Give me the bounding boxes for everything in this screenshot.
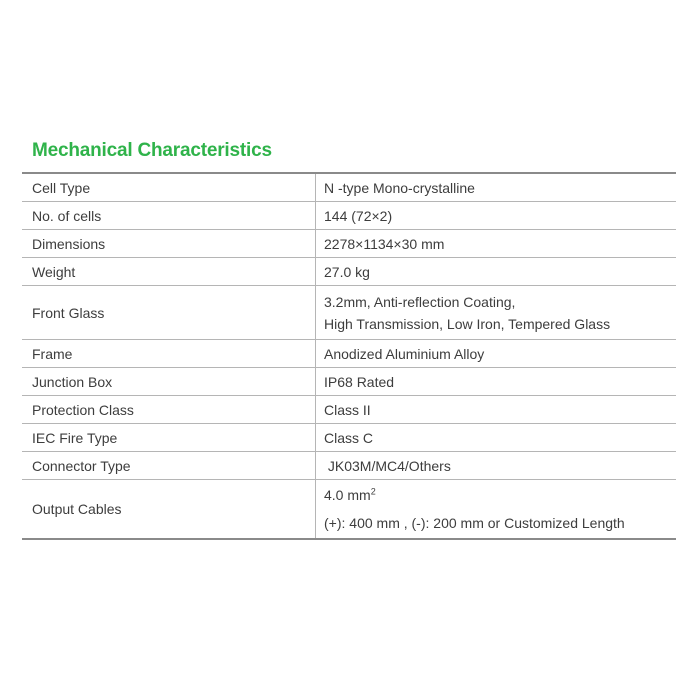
- table-row-junction-box: [22, 368, 676, 396]
- row-label: Dimensions: [22, 230, 316, 257]
- row-value: [316, 286, 676, 339]
- row-label: Front Glass: [22, 286, 316, 339]
- squared-superscript: 2: [370, 486, 376, 497]
- value-line: (+): 400 mm , (-): 200 mm or Customized Length: [324, 515, 625, 531]
- value-line: Class II: [324, 401, 371, 418]
- row-value: [316, 396, 676, 423]
- row-label: Output Cables: [22, 480, 316, 538]
- table-row-weight: [22, 258, 676, 286]
- table-row-number-of-cells: [22, 202, 676, 230]
- mechanical-characteristics-table: [22, 172, 676, 540]
- table-row-frame: [22, 340, 676, 368]
- row-value: [316, 424, 676, 451]
- table-row-iec-fire-type: [22, 424, 676, 452]
- value-line: Anodized Aluminium Alloy: [324, 345, 485, 362]
- value-line: 144 (72×2): [324, 207, 393, 224]
- row-value: [316, 368, 676, 395]
- row-label: Cell Type: [22, 174, 316, 201]
- row-value: [316, 202, 676, 229]
- row-label: IEC Fire Type: [22, 424, 316, 451]
- row-label: Weight: [22, 258, 316, 285]
- row-label: No. of cells: [22, 202, 316, 229]
- section-title: Mechanical Characteristics: [32, 140, 272, 161]
- row-value: [316, 258, 676, 285]
- row-label: Junction Box: [22, 368, 316, 395]
- value-line: 3.2mm, Anti-reflection Coating,: [324, 293, 516, 310]
- row-value: [316, 452, 676, 479]
- row-label: Connector Type: [22, 452, 316, 479]
- row-value: [316, 174, 676, 201]
- value-line: N -type Mono-crystalline: [324, 179, 475, 196]
- table-row-front-glass: [22, 286, 676, 340]
- table-row-protection-class: [22, 396, 676, 424]
- value-line: High Transmission, Low Iron, Tempered Glass: [324, 315, 611, 332]
- value-line: 2278×1134×30 mm: [324, 235, 445, 252]
- cable-size: 4.0 mm: [324, 487, 371, 503]
- value-line: JK03M/MC4/Others: [324, 457, 451, 474]
- table-row-output-cables: [22, 480, 676, 538]
- table-row-dimensions: [22, 230, 676, 258]
- row-value: [316, 480, 676, 538]
- value-line: [324, 484, 676, 506]
- value-line: Class C: [324, 429, 374, 446]
- row-label: Protection Class: [22, 396, 316, 423]
- table-row-connector-type: [22, 452, 676, 480]
- value-line: 27.0 kg: [324, 263, 370, 280]
- row-label: Frame: [22, 340, 316, 367]
- row-value: [316, 230, 676, 257]
- value-line: IP68 Rated: [324, 373, 395, 390]
- table-row-cell-type: [22, 174, 676, 202]
- row-value: [316, 340, 676, 367]
